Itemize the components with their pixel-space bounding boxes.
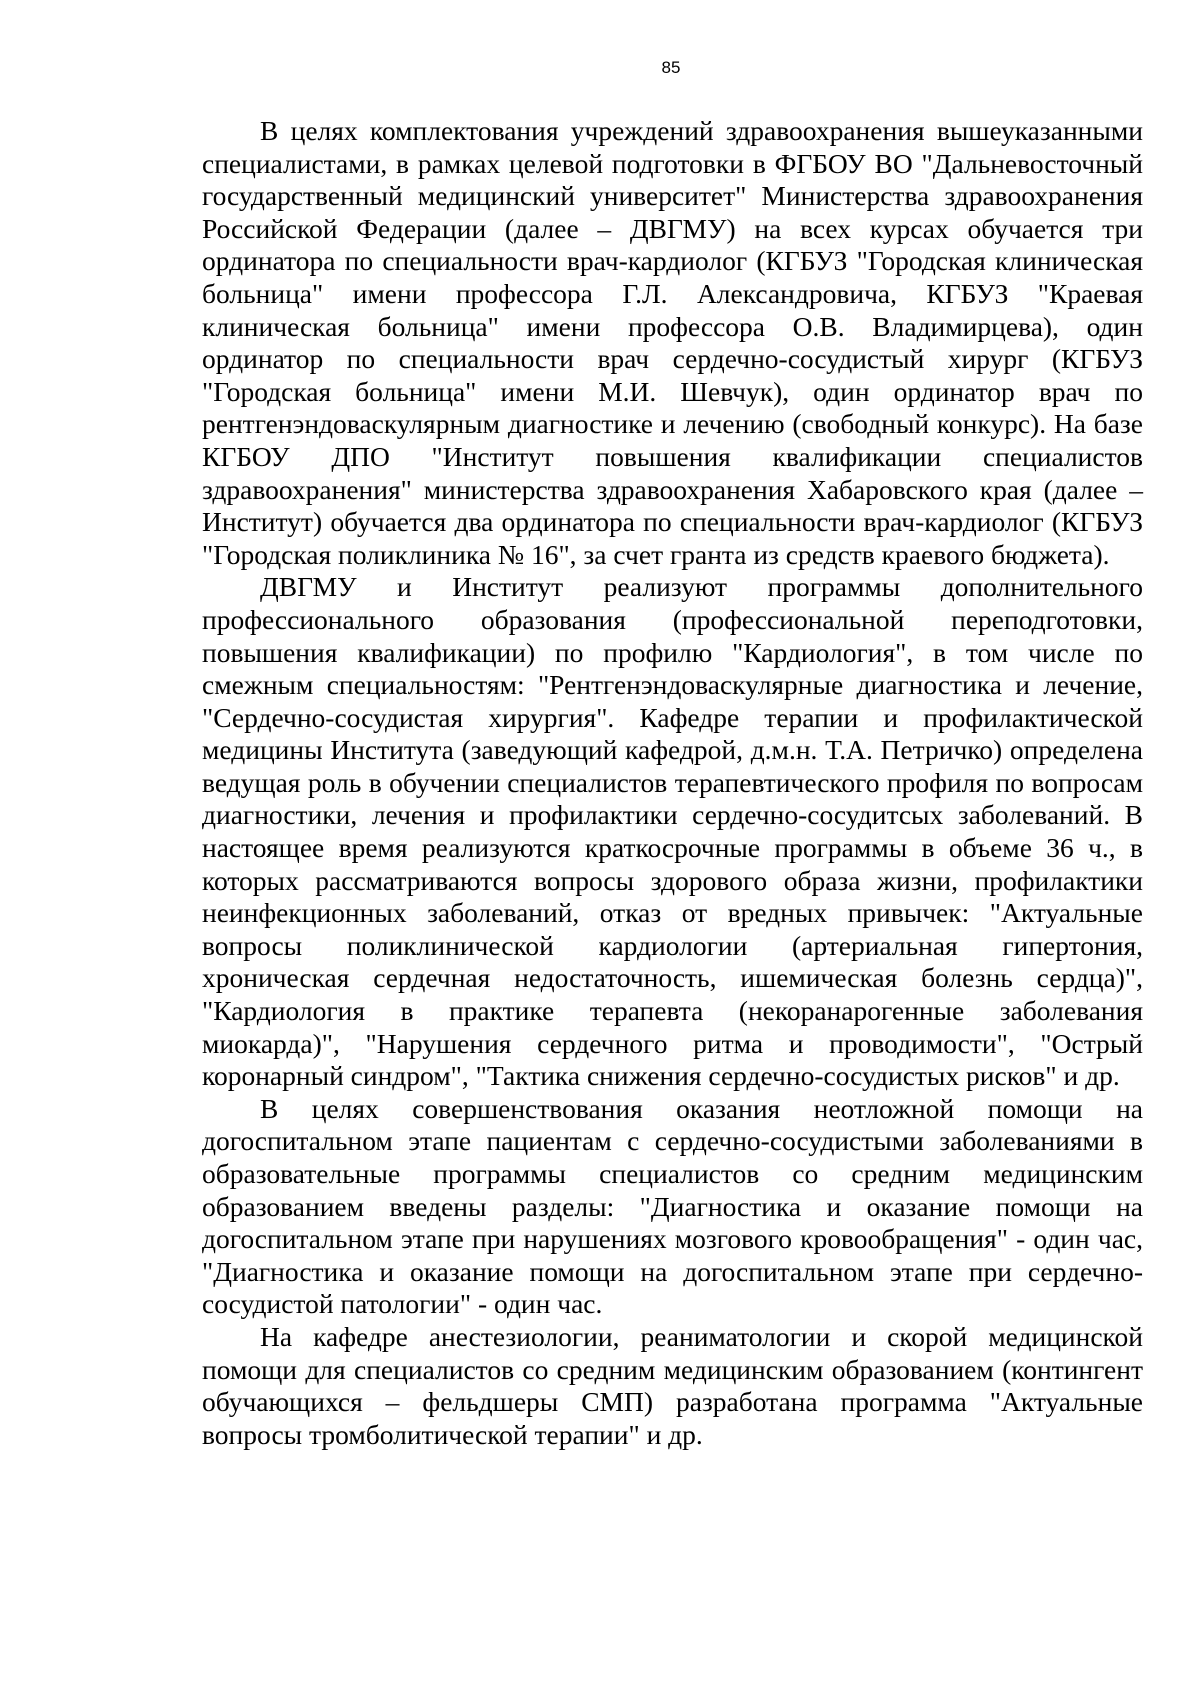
paragraph-anesthesiology-department: На кафедре анестезиологии, реаниматологии и скорой медицинской помощи для специалистов со средним медицинским образованием (контингент обучающихся – фельдшеры СМП) разработана программа "Актуальные вопросы тромболитической терапии" и др. [202,1320,1143,1450]
document-body [202,115,1143,1451]
paragraph-emergency-care: В целях совершенствования оказания неотложной помощи на догоспитальном этапе пациентам с сердечно-сосудистыми заболеваниями в образовательные программы специалистов со средним медицинским образованием введены разделы: "Диагностика и оказание помощи на догоспитальном этапе при нарушениях мозгового кровообращения" - один час, "Диагностика и оказание помощи на догоспитальном этапе при сердечно-сосудистой патологии" - один час. [202,1092,1143,1320]
page-number: 85 [661,58,681,77]
paragraph-targeted-training: В целях комплектования учреждений здравоохранения вышеуказанными специалистами, в рамках целевой подготовки в ФГБОУ ВО "Дальневосточный государственный медицинский университет" Министерства здравоохранения Российской Федерации (далее – ДВГМУ) на всех курсах обучается три ординатора по специальности врач-кардиолог (КГБУЗ "Городская клиническая больница" имени профессора Г.Л. Александровича, КГБУЗ "Краевая клиническая больница" имени профессора О.В. Владимирцева), один ординатор по специальности врач сердечно-сосудистый хирург (КГБУЗ "Городская больница" имени М.И. Шевчук), один ординатор врач по рентгенэндоваскулярным диагностике и лечению (свободный конкурс). На базе КГБОУ ДПО "Институт повышения квалификации специалистов здравоохранения" министерства здравоохранения Хабаровского края (далее – Институт) обучается два ординатора по специальности врач-кардиолог (КГБУЗ "Городская поликлиника № 16", за счет гранта из средств краевого бюджета). [202,115,1143,570]
paragraph-continuing-education: ДВГМУ и Институт реализуют программы дополнительного профессионального образования (профессиональной переподготовки, повышения квалификации) по профилю "Кардиология", в том числе по смежным специальностям: "Рентгенэндоваскулярные диагностика и лечение, "Сердечно-сосудистая хирургия". Кафедре терапии и профилактической медицины Института (заведующий кафедрой, д.м.н. Т.А. Петричко) определена ведущая роль в обучении специалистов терапевтического профиля по вопросам диагностики, лечения и профилактики сердечно-сосудитсых заболеваний. В настоящее время реализуются краткосрочные программы в объеме 36 ч., в которых рассматриваются вопросы здорового образа жизни, профилактики неинфекционных заболеваний, отказ от вредных привычек: "Актуальные вопросы поликлинической кардиологии (артериальная гипертония, хроническая сердечная недостаточность, ишемическая болезнь сердца)", "Кардиология в практике терапевта (некоранарогенные заболевания миокарда)", "Нарушения сердечного ритма и проводимости", "Острый коронарный синдром", "Тактика снижения сердечно-сосудистых рисков" и др. [202,571,1143,1092]
